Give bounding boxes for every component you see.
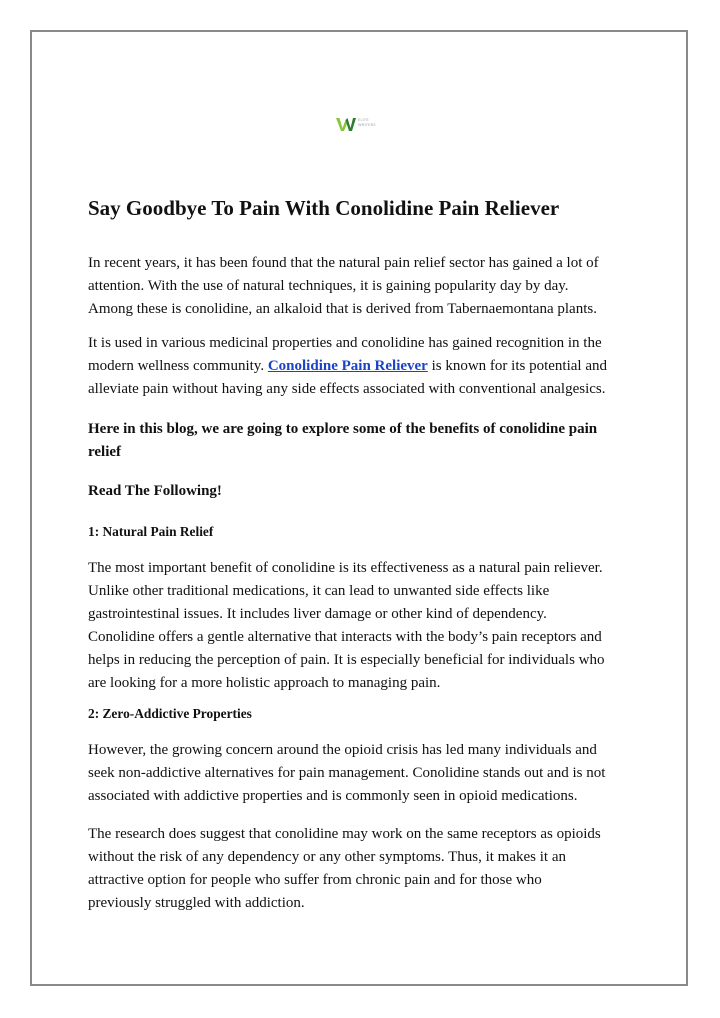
logo-brand-text: ELITE WRITERS [358,118,376,127]
text-line: without the risk of any dependency or any other symptoms. Thus, it makes it an [88,849,566,865]
text-line: Among these is conolidine, an alkaloid that is derived from Tabernaemontana plants. [88,301,597,317]
conolidine-pain-reliever-link[interactable]: Conolidine Pain Reliever [267,358,428,374]
text-line: associated with addictive properties and is commonly seen in opioid medications. [88,788,578,804]
text-line: alleviate pain without having any side effects associated with conventional analgesics. [88,381,606,397]
second-paragraph [88,332,607,401]
text-line: attention. With the use of natural techniques, it is gaining popularity day by day. [88,278,569,294]
text-line: In recent years, it has been found that the natural pain relief sector has gained a lot of [88,255,599,271]
section1-heading: 1: Natural Pain Relief [88,524,214,539]
text-line: gastrointestinal issues. It includes liver damage or other kind of dependency. [88,606,547,622]
text-line: attractive option for people who suffer from chronic pain and for those who [88,872,542,888]
text-line: It is used in various medicinal properties and conolidine has gained recognition in the [88,335,602,351]
text-line: Here in this blog, we are going to explore some of the benefits of conolidine pain [88,421,598,437]
text-line: are looking for a more holistic approach to managing pain. [88,675,441,691]
read-following-heading: Read The Following! [88,483,222,499]
text-line: relief [88,444,122,460]
text-line: The most important benefit of conolidine is its effectiveness as a natural pain reliever. [88,560,603,576]
text-line: modern wellness community. Conolidine Pain Reliever is known for its potential and [88,358,607,374]
logo-w-icon [336,116,356,132]
section2-paragraph-1 [88,739,605,808]
text-line: Unlike other traditional medications, it can lead to unwanted side effects like [88,583,550,599]
article-title: Say Goodbye To Pain With Conolidine Pain Reliever [88,196,560,220]
intro-paragraph [88,252,599,321]
section1-paragraph [88,557,605,695]
text-line: The research does suggest that conolidine may work on the same receptors as opioids [88,826,601,842]
text-line: helps in reducing the perception of pain. It is especially beneficial for individuals who [88,652,605,668]
blog-intro [88,418,597,464]
elite-writers-logo [336,116,386,132]
text-line: Conolidine offers a gentle alternative that interacts with the body’s pain receptors and [88,629,602,645]
text-line: previously struggled with addiction. [88,895,305,911]
section2-paragraph-2 [88,823,601,915]
text-line: However, the growing concern around the opioid crisis has led many individuals and [88,742,597,758]
text-line: seek non-addictive alternatives for pain management. Conolidine stands out and is not [88,765,606,781]
section2-heading: 2: Zero-Addictive Properties [88,706,252,721]
